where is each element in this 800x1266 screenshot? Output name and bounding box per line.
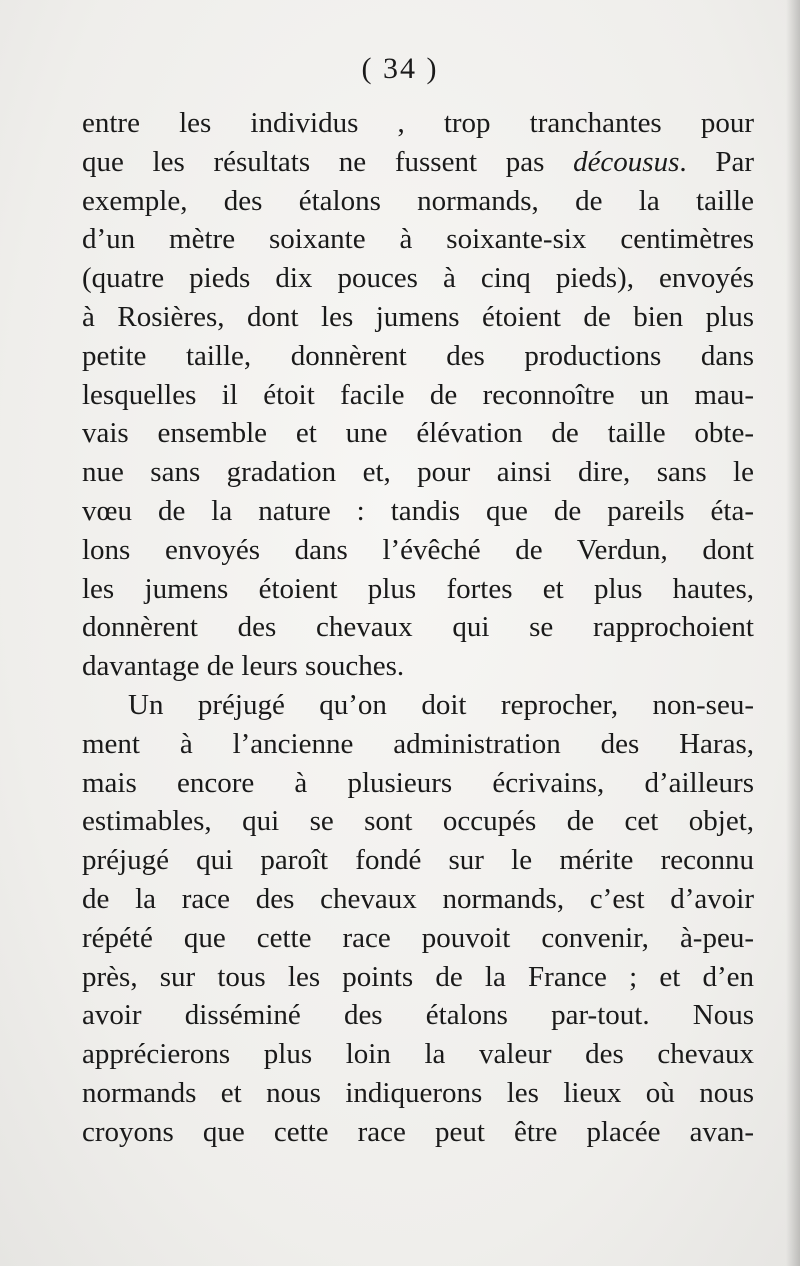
text-line: entre les individus , trop tranchantes pour (82, 107, 754, 139)
text-line: exemple, des étalons normands, de la taille (82, 184, 754, 217)
text-line: près, sur tous les points de la France ; et d’en (82, 960, 754, 993)
text-line: vais ensemble et une élévation de taille obte- (82, 417, 754, 450)
page-spine-shadow (786, 0, 800, 1266)
text-line: croyons que cette race peut être placée avan- (82, 1115, 754, 1148)
text-line: à Rosières, dont les jumens étoient de bien plus (82, 300, 754, 333)
body-text (82, 104, 754, 1152)
text-line: davantage de leurs souches. (82, 650, 405, 683)
text-line: lons envoyés dans l’évêché de Verdun, dont (82, 533, 754, 566)
text-line: vœu de la nature : tandis que de pareils éta- (82, 494, 754, 527)
text-line: mais encore à plusieurs écrivains, d’ailleurs (82, 766, 754, 799)
text-line: lesquelles il étoit facile de reconnoître un mau- (82, 378, 754, 411)
text-line: (quatre pieds dix pouces à cinq pieds), envoyés (82, 262, 754, 295)
text-line: ment à l’ancienne administration des Haras, (82, 727, 754, 760)
text-line: petite taille, donnèrent des productions dans (82, 339, 754, 372)
text-line: normands et nous indiquerons les lieux où nous (82, 1076, 754, 1109)
text-line: que les résultats ne fussent pas décousus. Par (82, 145, 754, 178)
page-number: ( 34 ) (361, 52, 439, 85)
text-line: apprécierons plus loin la valeur des chevaux (82, 1038, 754, 1071)
italic-word: décousus (573, 145, 680, 178)
paragraph-2 (82, 686, 754, 1152)
text-line: d’un mètre soixante à soixante-six centimètres (82, 223, 754, 256)
text-line: estimables, qui se sont occupés de cet objet, (82, 805, 754, 838)
text-line: de la race des chevaux normands, c’est d’avoir (82, 882, 754, 915)
text-line: avoir disséminé des étalons par-tout. Nous (82, 999, 754, 1032)
text-line: préjugé qui paroît fondé sur le mérite reconnu (82, 844, 754, 877)
text-line: répété que cette race pouvoit convenir, à-peu- (82, 921, 754, 954)
text-line: donnèrent des chevaux qui se rapprochoient (82, 611, 754, 644)
text-line: nue sans gradation et, pour ainsi dire, sans le (82, 456, 754, 489)
paragraph-1 (82, 104, 754, 686)
text-line: Un préjugé qu’on doit reprocher, non-seu- (128, 688, 754, 721)
text-line: les jumens étoient plus fortes et plus hautes, (82, 572, 754, 605)
